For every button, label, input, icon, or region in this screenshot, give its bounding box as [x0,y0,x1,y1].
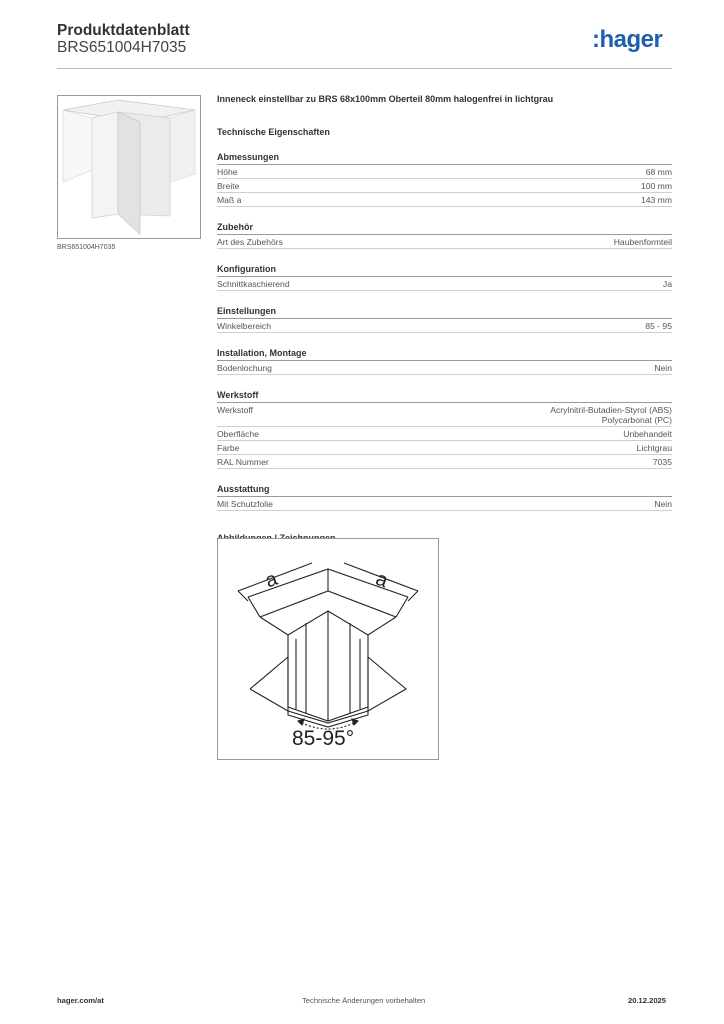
spec-group-accessory [217,222,672,249]
group-title: Ausstattung [217,484,672,497]
group-title: Konfiguration [217,264,672,277]
spec-row: Werkstoff Acrylnitril-Butadien-Styrol (ABS) Polycarbonat (PC) [217,403,672,427]
group-title: Zubehör [217,222,672,235]
spec-group-material [217,390,672,469]
page-title: Produktdatenblatt [57,22,190,39]
section-title: Technische Eigenschaften [217,127,330,137]
spec-row: Höhe 68 mm [217,165,672,179]
spec-group-installation [217,348,672,375]
angle-label: 85-95° [292,727,355,750]
group-title: Installation, Montage [217,348,672,361]
dimension-label-right: a [372,567,391,593]
spec-row: Maß a 143 mm [217,193,672,207]
spec-row: Breite 100 mm [217,179,672,193]
group-title: Abmessungen [217,152,672,165]
spec-row: RAL Nummer 7035 [217,455,672,469]
spec-row: Farbe Lichtgrau [217,441,672,455]
spec-section [217,94,672,543]
spec-group-dimensions [217,152,672,207]
footer-note: Technische Änderungen vorbehalten [302,996,426,1005]
spec-row: Winkelbereich 85 - 95 [217,319,672,333]
spec-row: Mit Schutzfolie Nein [217,497,672,511]
spec-row: Bodenlochung Nein [217,361,672,375]
group-title: Werkstoff [217,390,672,403]
image-caption: BRS651004H7035 [57,244,116,251]
header-divider [57,68,672,69]
product-image [57,95,201,239]
spec-group-settings [217,306,672,333]
spec-group-equipment [217,484,672,511]
spec-row: Schnittkaschierend Ja [217,277,672,291]
spec-group-configuration [217,264,672,291]
footer-date: 20.12.2025 [628,996,667,1005]
footer-website[interactable]: hager.com/at [57,996,104,1005]
spec-row: Oberfläche Unbehandelt [217,427,672,441]
technical-drawing [217,538,439,760]
dimension-label-left: a [262,567,281,593]
spec-row: Art des Zubehörs Haubenformteil [217,235,672,249]
group-title: Einstellungen [217,306,672,319]
product-description: Inneneck einstellbar zu BRS 68x100mm Oberteil 80mm halogenfrei in lichtgrau [217,94,554,104]
hager-logo: :hager [592,26,663,53]
product-code: BRS651004H7035 [57,39,187,56]
